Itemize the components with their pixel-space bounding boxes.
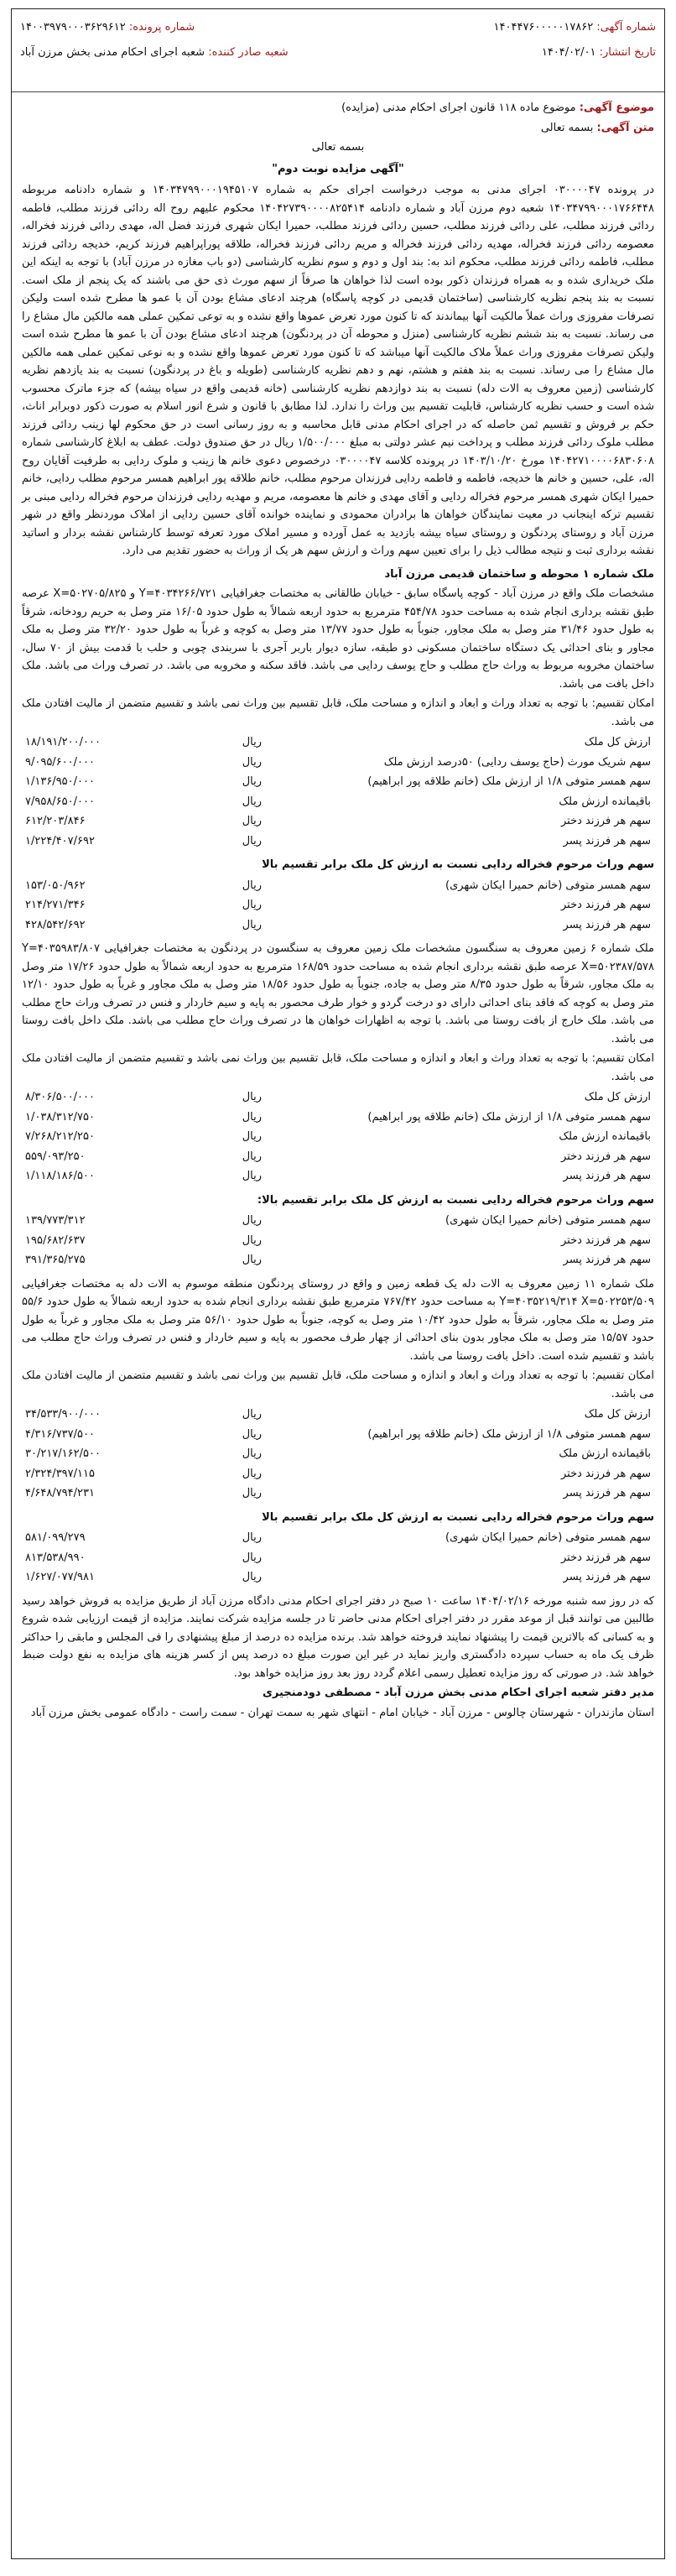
row-unit: ریال xyxy=(242,1130,262,1143)
row-value: ۴/۶۴۸/۷۹۴/۲۳۱ xyxy=(25,1487,95,1499)
bismillah: بسمه تعالی xyxy=(311,141,365,154)
court-address: استان مازندران - شهرستان چالوس - مرزن آباد - خیابان امام - انتهای شهر به سمت تهران - سمت راست - دادگاه عمومی بخش مرزن آباد xyxy=(30,1706,654,1719)
property1-note: امکان تقسیم: با توجه به تعداد وراث و ابعاد و اندازه و مساحت ملک، قابل تقسیم بین وراث نمی باشد و تقسیم متضمن از مالیت افتادن ملک می باشد. xyxy=(22,697,654,728)
row-unit: ریال xyxy=(242,1408,262,1421)
row-unit: ریال xyxy=(242,1551,262,1564)
value-row xyxy=(22,753,654,773)
row-label: سهم شریک مورث (حاج یوسف ردایی) ۵۰درصد ارزش ملک xyxy=(383,755,651,769)
row-unit: ریال xyxy=(242,899,262,911)
value-row xyxy=(22,1548,654,1568)
row-label: سهم هر فرزند دختر xyxy=(561,815,651,827)
value-row xyxy=(22,1250,654,1270)
row-unit: ریال xyxy=(242,834,262,847)
row-unit: ریال xyxy=(242,1254,262,1266)
value-row xyxy=(22,811,654,832)
row-value: ۹/۰۹۵/۶۰۰/۰۰۰ xyxy=(25,755,95,769)
row-value: ۵۸۱/۰۹۹/۲۷۹ xyxy=(25,1531,86,1544)
value-row xyxy=(22,1127,654,1147)
value-row xyxy=(22,1464,654,1484)
row-label: سهم همسر متوفی ۱/۸ از ارزش ملک (خانم طلاقه پور ابراهیم) xyxy=(367,775,651,788)
issuing-branch: شعبه صادر کننده: شعبه اجرای احکام مدنی بخش مرزن آباد xyxy=(20,46,289,59)
value-row xyxy=(22,895,654,915)
property2-sub-values xyxy=(22,1211,654,1270)
row-unit: ریال xyxy=(242,1091,262,1103)
row-label: سهم هر فرزند پسر xyxy=(563,1487,651,1499)
property2-values xyxy=(22,1087,654,1186)
row-label: باقیمانده ارزش ملک xyxy=(559,1447,651,1460)
notice-number: شماره آگهی: ۱۴۰۴۴۷۶۰۰۰۰۰۱۷۸۶۲ xyxy=(493,21,656,34)
row-unit: ریال xyxy=(242,1170,262,1182)
row-value: ۸/۳۰۶/۵۰۰/۰۰۰ xyxy=(25,1091,95,1103)
value-row xyxy=(22,733,654,753)
row-value: ۲۱۴/۲۷۱/۳۴۶ xyxy=(25,899,86,911)
row-label: سهم هر فرزند پسر xyxy=(563,834,651,847)
property3-values xyxy=(22,1405,654,1504)
row-unit: ریال xyxy=(242,775,262,788)
property1-sub-title: سهم وراث مرحوم فخراله ردایی نسبت به ارزش کل ملک برابر تقسیم بالا xyxy=(262,858,654,871)
row-value: ۱/۶۲۷/۰۷۷/۹۸۱ xyxy=(25,1571,95,1583)
row-label: سهم هر فرزند پسر xyxy=(563,1571,651,1583)
property1-values xyxy=(22,733,654,851)
value-row xyxy=(22,1484,654,1504)
row-label: باقیمانده ارزش ملک xyxy=(559,795,651,808)
property3-desc: ملک شماره ۱۱ زمین معروف به الات دله یک قطعه زمین و واقع در روستای پردنگون منطقه موسوم به الات دله به مختصات جغرافیایی Y=۴۰۳۵۲۱۹/۳۱۴ X=۵۰۲۲۵۳/۵۰۹ به مساحت حدود ۷۶۷/۴۲ مترمربع طبق نقشه برداری انجام شده به حدود اربعه شمالاً به طول حدود ۵۵/۶ متر وصل به ملک مجاور، شرقاً به طول حدود ۱۰/۴۲ متر وصل به کوچه، جنوباً به طول حدود ۵۶/۱۰ متر وصل به ملک مجاور و غرباً به طول حدود ۱۵/۵۷ متر وصل به ملک مجاور بدون بنای احداثی از چهار طرف محصور به پایه و سیم خاردار و فنس در تصرف وراث حاج مطلب می باشد و تقسیم شده است. داخل بافت روستا می باشد. xyxy=(22,1277,655,1363)
row-label: سهم هر فرزند دختر xyxy=(561,1233,651,1247)
row-value: ۸۱۳/۵۳۸/۹۹۰ xyxy=(25,1551,86,1564)
row-unit: ریال xyxy=(242,795,262,808)
row-value: ۱۵۳/۰۵۰/۹۶۲ xyxy=(25,879,86,892)
row-label: سهم همسر متوفی (خانم حمیرا ایکان شهری) xyxy=(445,1214,651,1227)
row-value: ۱/۰۳۸/۳۱۲/۷۵۰ xyxy=(25,1110,95,1124)
notice-title: "آگهی مزایده نوبت دوم" xyxy=(272,162,404,175)
row-value: ۴/۳۱۶/۷۳۷/۵۰۰ xyxy=(25,1427,95,1441)
row-label: سهم هر فرزند پسر xyxy=(563,1170,651,1182)
value-row xyxy=(22,1444,654,1464)
subject-line: موضوع آگهی: موضوع ماده ۱۱۸ قانون اجرای احکام مدنی (مزایده) xyxy=(341,102,654,114)
row-unit: ریال xyxy=(242,1233,262,1247)
property1-sub-values xyxy=(22,876,654,936)
row-value: ۷/۲۶۸/۲۱۲/۲۵۰ xyxy=(25,1130,95,1143)
publish-date: تاریخ انتشار: ۱۴۰۴/۰۲/۰۱ xyxy=(541,46,656,59)
row-unit: ریال xyxy=(242,1531,262,1544)
value-row xyxy=(22,1147,654,1167)
row-unit: ریال xyxy=(242,1571,262,1583)
value-row xyxy=(22,1166,654,1186)
value-row xyxy=(22,1087,654,1108)
row-label: سهم هر فرزند دختر xyxy=(561,1150,651,1163)
row-label: سهم هر فرزند پسر xyxy=(563,1254,651,1266)
row-value: ۱۹۵/۶۸۲/۶۳۷ xyxy=(25,1233,86,1247)
row-unit: ریال xyxy=(242,736,262,748)
row-unit: ریال xyxy=(242,918,262,931)
notice-body xyxy=(12,92,664,1722)
row-value: ۱۳۹/۷۷۳/۳۱۲ xyxy=(25,1214,86,1227)
property2-desc: ملک شماره ۶ زمین معروف به سنگسون مشخصات ملک زمین معروف به سنگسون در پردنگون به مختصات جغرافیایی Y=۴۰۳۵۹۸۳/۸۰۷ X=۵۰۲۳۸۷/۵۷۸ عرصه طبق نقشه برداری انجام شده به مساحت حدود ۱۶۸/۵۹ مترمربع به حدود اربعه شمالاً به طول حدود ۱۷/۲۶ متر وصل به ملک مجاور، شرقاً به طول حدود ۸/۳۵ متر وصل به جاده، جنوباً به طول حدود ۱۸/۵۶ متر وصل به ملک مجاور و غرباً به طول حدود ۱۲/۱۰ متر وصل به کوچه که فاقد بنای احداثی دارای دو درخت گردو و خوار طرف محصور به پایه و سیم خاردار و فنس در تصرف وراث حاج مطلب می باشد. ملک خارج از بافت روستا می باشد. با توجه به اظهارات خواهان ها در تصرف وراث حاج مطلب می باشد. ملک داخل بافت روستا می باشد. xyxy=(22,942,655,1046)
row-label: سهم هر فرزند پسر xyxy=(563,918,651,931)
row-value: ۱/۱۱۸/۱۸۶/۵۰۰ xyxy=(25,1170,95,1182)
value-row xyxy=(22,792,654,812)
value-row xyxy=(22,1231,654,1251)
row-label: ارزش کل ملک xyxy=(584,1091,651,1103)
row-unit: ریال xyxy=(242,815,262,827)
row-value: ۱/۲۲۴/۴۰۷/۶۹۲ xyxy=(25,834,95,847)
value-row xyxy=(22,915,654,936)
value-row xyxy=(22,772,654,792)
row-value: ۷/۹۵۸/۶۵۰/۰۰۰ xyxy=(25,795,95,808)
value-row xyxy=(22,1108,654,1128)
value-row xyxy=(22,1425,654,1445)
row-value: ۱۸/۱۹۱/۲۰۰/۰۰۰ xyxy=(25,736,101,748)
row-label: سهم همسر متوفی ۱/۸ از ارزش ملک (خانم طلاقه پور ابراهیم) xyxy=(367,1427,651,1441)
property3-note: امکان تقسیم: با توجه به تعداد وراث و ابعاد و اندازه و مساحت ملک، قابل تقسیم بین وراث نمی باشد و تقسیم متضمن از مالیت افتادن ملک می باشد. xyxy=(22,1369,654,1400)
row-value: ۵۵۹/۰۹۳/۲۵۰ xyxy=(25,1150,86,1163)
row-unit: ریال xyxy=(242,1427,262,1441)
row-unit: ریال xyxy=(242,755,262,769)
closing-paragraph: که در روز سه شنبه مورخه ۱۴۰۴/۰۲/۱۶ ساعت ۱۰ صبح در دفتر اجرای احکام مدنی دادگاه مرزن آباد از طریق مزایده به فروش خواهد رسید طالبین می توانند قبل از موعد مقرر در دفتر اجرای احکام مدنی حاضر تا در جلسه مزایده شرکت نمایند. مزایده از قیمت ارزیابی شده شروع و به کسانی که بالاترین قیمت را پیشنهاد نمایند فروخته خواهد شد. برنده مزایده ده درصد از مبلغ پیشنهادی را فی المجلس و مابقی را حداکثر ظرف یک ماه به حساب سپرده دادگستری واریز نماید در غیر این صورت مبلغ ده درصد پس از کسر هزینه های مزایده به نفع دولت ضبط خواهد شد. در صورتی که روز مزایده تعطیل رسمی اعلام گردد روز بعد روز مزایده خواهد بود. xyxy=(22,1594,654,1680)
row-label: ارزش کل ملک xyxy=(584,1408,651,1421)
row-unit: ریال xyxy=(242,1110,262,1124)
row-unit: ریال xyxy=(242,1487,262,1499)
row-label: سهم همسر متوفی (خانم حمیرا ایکان شهری) xyxy=(445,879,651,892)
row-value: ۳۰/۲۱۷/۱۶۲/۵۰۰ xyxy=(25,1447,101,1460)
property3-sub-title: سهم وراث مرحوم فخراله ردایی نسبت به ارزش کل ملک برابر تقسیم بالا xyxy=(262,1510,654,1524)
value-row xyxy=(22,1211,654,1231)
row-label: سهم هر فرزند دختر xyxy=(561,899,651,911)
property1-title: ملک شماره ۱ محوطه و ساختمان قدیمی مرزن آباد xyxy=(384,567,654,581)
value-row xyxy=(22,1405,654,1425)
value-row xyxy=(22,832,654,852)
row-label: سهم همسر متوفی (خانم حمیرا ایکان شهری) xyxy=(445,1531,651,1544)
text-label-line: متن آگهی: بسمه تعالی xyxy=(540,121,654,134)
case-number: شماره پرونده: ۱۴۰۰۳۹۷۹۰۰۰۳۶۲۹۶۱۲ xyxy=(20,21,195,34)
row-value: ۴۲۸/۵۴۲/۶۹۲ xyxy=(25,918,86,931)
signature: مدیر دفتر شعبه اجرای احکام مدنی بخش مرزن آباد - مصطفی دودمنجیری xyxy=(263,1687,654,1699)
notice-page xyxy=(11,8,665,2559)
row-unit: ریال xyxy=(242,1447,262,1460)
row-value: ۱/۱۳۶/۹۵۰/۰۰۰ xyxy=(25,775,95,788)
row-label: سهم هر فرزند دختر xyxy=(561,1467,651,1480)
row-value: ۶۱۲/۲۰۳/۸۴۶ xyxy=(25,815,86,827)
row-unit: ریال xyxy=(242,1214,262,1227)
row-label: سهم همسر متوفی ۱/۸ از ارزش ملک (خانم طلاقه پور ابراهیم) xyxy=(367,1110,651,1124)
row-unit: ریال xyxy=(242,1467,262,1480)
row-label: سهم هر فرزند دختر xyxy=(561,1551,651,1564)
intro-paragraph: در پرونده ۰۳۰۰۰۰۴۷ اجرای مدنی به موجب درخواست اجرای حکم به شماره ۱۴۰۳۴۷۹۹۰۰۰۱۹۴۵۱۰۷ و شماره دادنامه مربوطه ۱۴۰۳۴۷۹۹۰۰۰۱۷۶۶۴۴۸ شعبه دوم مرزن آباد و شماره دادنامه ۱۴۰۴۲۷۳۹۰۰۰۰۸۲۵۴۱۴ محکوم علیهم روح اله ردائی فرزند مطلب، فاطمه ردائی فرزند مطلب، علی ردائی فرزند مطلب، حسین ردائی فرزند مطلب، حمیرا ایکان شهری فرزند فضل اله، مهدی ردائی فرزند فخراله، معصومه ردائی فرزند فخراله، مهدیه ردائی فرزند فخراله و مریم ردائی فرزند فخراله، طلاقه پوراپراهیم فرزند کریم، خدیجه ردائی فرزند مطلب، فاطمه ردائی فرزند مطلب، محکوم اند به: بند اول و دوم و سوم نظریه کارشناسی (دو باب مغازه در مرزن آباد) با توجه به اینکه این ملک خریداری شده و به همراه فرزندان ذکور بوده است لذا خواهان ها صرفاً از سهم مورث ذی حق می باشند که یک پنجم از ملک است. نسبت به بند پنجم نظریه کارشناسی (ساختمان قدیمی در کوچه پاسگاه) هرچند ادعای مشاع بودن آن با عمو ها مطرح شده است ولیکن تصرفات مفروزی وراث عملاً مالکیت آنها بیماندند که تا کنون مورد تعرض عموها واقع نشده و به توعی تمکین عملی همه مالکین مال مشاع را می رساند. نسبت به بند ششم نظریه کارشناسی (منزل و محوطه آن در پردنگون) هرچند ادعای مشاع بودن آن با عمو ها مطرح شده است ولیکن تصرفات مفروزی وراث عملاً ملاک مالکیت آنها میباشد که تا کنون مورد تعرض عموها واقع نشده و به نوعی تمکین عملی همه مالکین مال مشاع را می رساند. نسبت به بند هفتم و هشتم، نهم و دهم نظریه کارشناسی (طویله و باغ در پردنگون) نسبت به بند یازدهم نظریه کارشناسی (زمین معروف به الات دله) نسبت به بند دوازدهم نظریه کارشناسی (خانه قدیمی واقع در سیاه بیشه) که جزء ماترک محسوب شده است و حسب نظریه کارشناس، قابلیت تقسیم بین وراث را ندارد. لذا مطابق با قانون و شرع انور اسلام به صورت ذکور دوبرابر اناث، حکم بر فروش و تقسیم ثمن حاصله که در اجرای احکام مدنی قابل محاسبه و به روز رسانی است در حق محکوم لها زینب ردائی فرزند مطلب ملوک ردائی فرزند مطلب و پرداخت نیم عشر دولتی به مبلغ ۱/۵۰۰/۰۰۰ ریال در حق صندوق دولت. عطف به ابلاغ کارشناسی شماره ۱۴۰۴۲۷۱۰۰۰۰۶۸۳۰۶۰۸ مورخ ۱۴۰۳/۱۰/۲۰ در پرونده کلاسه ۰۳۰۰۰۰۴۷ درخصوص دعوی خانم ها زینب و ملوک ردایی به طرفیت آقایان روح اله، علی، حسین و خانم ها خدیجه، فاطمه و فاطمه ردایی فرزندان مرحوم مطلب، خانم طلاقه پور ابراهیم همسر مرحوم مطلب ردایی، خانم حمیرا ایکان شهری همسر مرحوم فخراله ردایی و آقای مهدی و خانم ها معصومه، مریم و مهدیه ردایی فرزندان مرحوم فخراله ردایی مبنی بر تقسیم ترکه اینجانب در معیت نمایندگان خواهان ها برادران محمودی و نماینده خوانده آقای حسین ردایی از املاک موردنظر واقع در شهر مرزن آباد و روستای پردنگون و روستای سیاه بیشه بازدید به عمل آورده و مسیر املاک مورد تعرفه توسط کارشناس نقشه بردار و اساتید نقشه برداری ثبت و نتیجه مطالب ذیل را برای تعیین سهم وراث و ارزش سهم هر یک از وراث به حضور تقدیم می دارد. xyxy=(22,184,655,557)
row-unit: ریال xyxy=(242,1150,262,1163)
row-unit: ریال xyxy=(242,879,262,892)
row-label: ارزش کل ملک xyxy=(584,736,651,748)
property1-desc: مشخصات ملک واقع در مرزن آباد - کوچه پاسگاه سابق - خیابان طالقانی به مختصات جغرافیایی Y=۴۰۳۴۲۶۶/۷۲۱ و X=۵۰۲۷۰۵/۸۲۵ عرصه طبق نقشه برداری انجام شده به مساحت حدود ۴۵۴/۷۸ مترمربع به حدود اربعه شمالاً به طول حدود ۱۶/۰۵ متر وصل به حریم رودخانه، شرقاً به طول حدود ۳۱/۴۶ متر وصل به ملک مجاور، جنوباً به طول حدود ۱۳/۷۷ متر وصل به کوچه و غرباً به طول حدود ۳۲/۲۰ متر وصل به ملک مجاور و بنای احداثی یک دستگاه ساختمان مسکونی دو طبقه، سازه دیوار باربر آجری با سربندی چوبی و حلب با قدمت بیش از ۷۰ سال، ساختمان مخروبه مربوط به وراث حاج مطلب و حاج یوسف ردایی می باشد. فاقد سکنه و مخروبه می باشد. در تصرف وراث می باشد. ملک داخل بافت می باشد. xyxy=(22,587,654,691)
row-value: ۳۹۱/۳۶۵/۲۷۵ xyxy=(25,1254,86,1266)
value-row xyxy=(22,1528,654,1548)
row-value: ۲/۳۲۴/۳۹۷/۱۱۵ xyxy=(25,1467,95,1480)
value-row xyxy=(22,1567,654,1588)
row-label: باقیمانده ارزش ملک xyxy=(559,1130,651,1143)
notice-header xyxy=(12,9,664,92)
property2-note: امکان تقسیم: با توجه به تعداد وراث و ابعاد و اندازه و مساحت ملک، قابل تقسیم بین وراث نمی باشد و تقسیم متضمن از مالیت افتادن ملک می باشد. xyxy=(22,1052,654,1083)
property3-sub-values xyxy=(22,1528,654,1588)
row-value: ۳۴/۵۳۳/۹۰۰/۰۰۰ xyxy=(25,1408,101,1421)
value-row xyxy=(22,876,654,896)
property2-sub-title: سهم وراث مرحوم فخراله ردایی نسبت به ارزش کل ملک برابر تقسیم بالا: xyxy=(257,1193,654,1207)
